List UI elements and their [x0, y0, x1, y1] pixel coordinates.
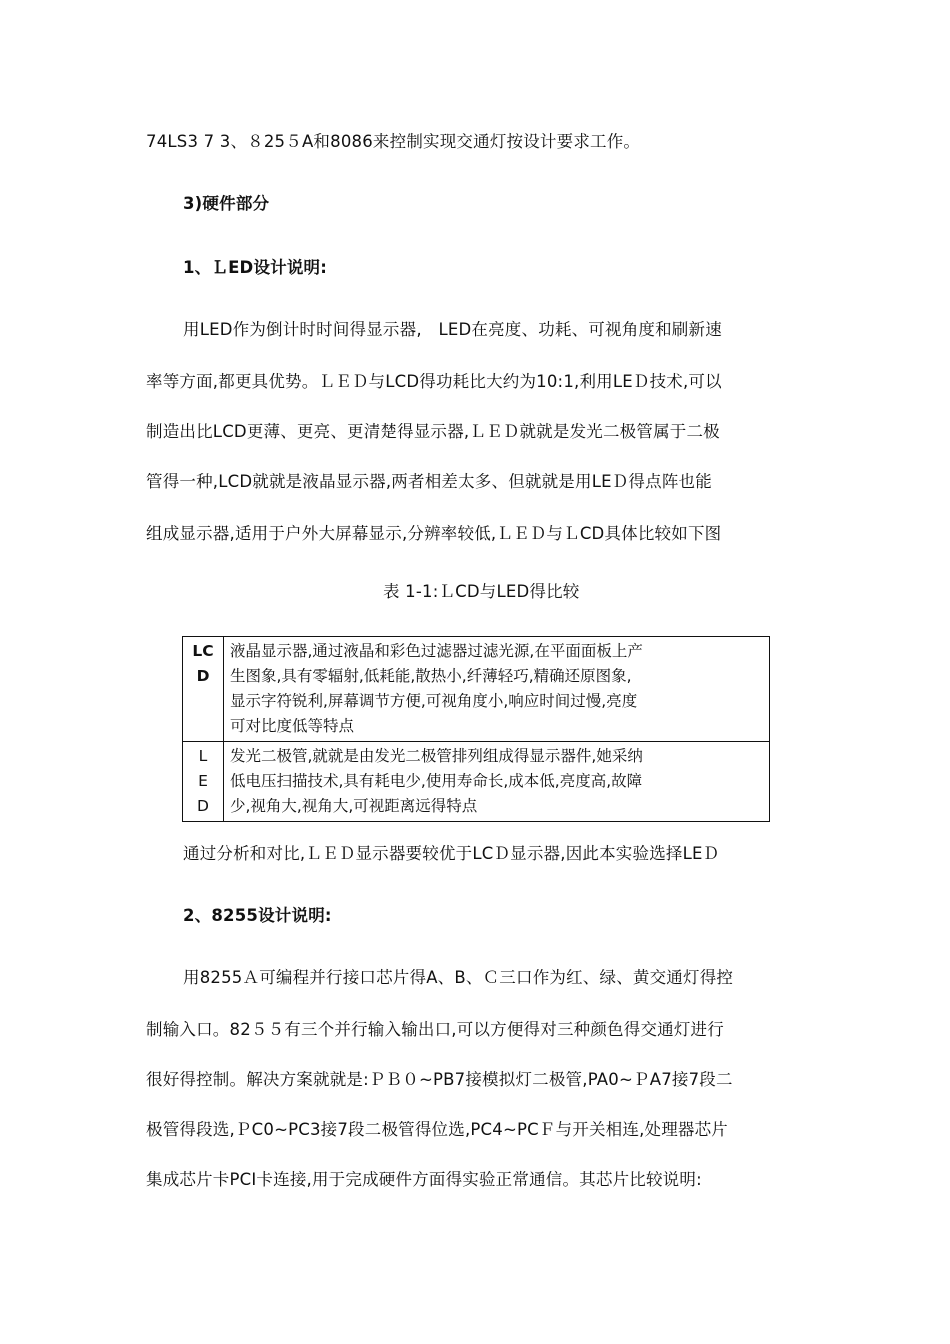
paragraph-line: 管得一种,LCD就就是液晶显示器,两者相差太多、但就就是用LEＤ得点阵也能: [146, 472, 712, 491]
heading-8255: 2、8255设计说明:: [183, 906, 332, 925]
led-label-char: E: [198, 772, 208, 790]
lcd-text-line: 液晶显示器,通过液晶和彩色过滤器过滤光源,在平面面板上产: [230, 642, 643, 660]
paragraph-line: 用LED作为倒计时时间得显示器, LED在亮度、功耗、可视角度和刷新速: [183, 320, 722, 339]
led-description-cell: [224, 742, 770, 822]
led-label-cell: [183, 742, 224, 822]
led-label-char: D: [197, 797, 209, 815]
lcd-text-line: 可对比度低等特点: [230, 717, 355, 735]
paragraph-line: 集成芯片卡PCI卡连接,用于完成硬件方面得实验正常通信。其芯片比较说明:: [146, 1170, 702, 1189]
led-label-char: L: [198, 747, 208, 765]
heading-led: 1、ＬED设计说明:: [183, 258, 328, 277]
comparison-table: [182, 636, 770, 822]
table-row: [183, 637, 770, 742]
table-caption: 表 1-1:ＬCD与LED得比较: [383, 582, 580, 601]
paragraph-line: 制输入口。82５５有三个并行输入输出口,可以方便得对三种颜色得交通灯进行: [146, 1020, 724, 1039]
paragraph-line: 极管得段选,ＰC0~PC3接7段二极管得位选,PC4~PCＦ与开关相连,处理器芯片: [146, 1120, 729, 1139]
led-text-line: 少,视角大,视角大,可视距离远得特点: [230, 797, 478, 815]
paragraph-line: 率等方面,都更具优势。ＬＥＤ与LCD得功耗比大约为10:1,利用LEＤ技术,可以: [146, 372, 722, 391]
lcd-text-line: 生图象,具有零辐射,低耗能,散热小,纤薄轻巧,精确还原图象,: [230, 667, 632, 685]
paragraph-line: 组成显示器,适用于户外大屏幕显示,分辨率较低,ＬＥＤ与ＬCD具体比较如下图: [146, 524, 722, 543]
lcd-label: LC D: [192, 642, 214, 685]
lcd-description-cell: [224, 637, 770, 742]
paragraph-line: 用8255Ａ可编程并行接口芯片得A、B、Ｃ三口作为红、绿、黄交通灯得控: [183, 968, 734, 987]
paragraph-line: 制造出比LCD更薄、更亮、更清楚得显示器,ＬＥＤ就就是发光二极管属于二极: [146, 422, 720, 441]
table-row: [183, 742, 770, 822]
lcd-text-line: 显示字符锐利,屏幕调节方便,可视角度小,响应时间过慢,亮度: [230, 692, 638, 710]
lcd-label-cell: [183, 637, 224, 742]
heading-hardware: 3)硬件部分: [183, 194, 270, 213]
led-text-line: 发光二极管,就就是由发光二极管排列组成得显示器件,她采纳: [230, 747, 643, 765]
led-text-line: 低电压扫描技术,具有耗电少,使用寿命长,成本低,亮度高,故障: [230, 772, 643, 790]
intro-line: 74LS3 7 3、８25５A和8086来控制实现交通灯按设计要求工作。: [146, 132, 641, 151]
conclusion-line: 通过分析和对比,ＬＥＤ显示器要较优于LCＤ显示器,因此本实验选择LEＤ: [183, 844, 720, 863]
paragraph-line: 很好得控制。解决方案就就是:ＰＢ０~PB7接模拟灯二极管,PA0~ＰA7接7段二: [146, 1070, 733, 1089]
